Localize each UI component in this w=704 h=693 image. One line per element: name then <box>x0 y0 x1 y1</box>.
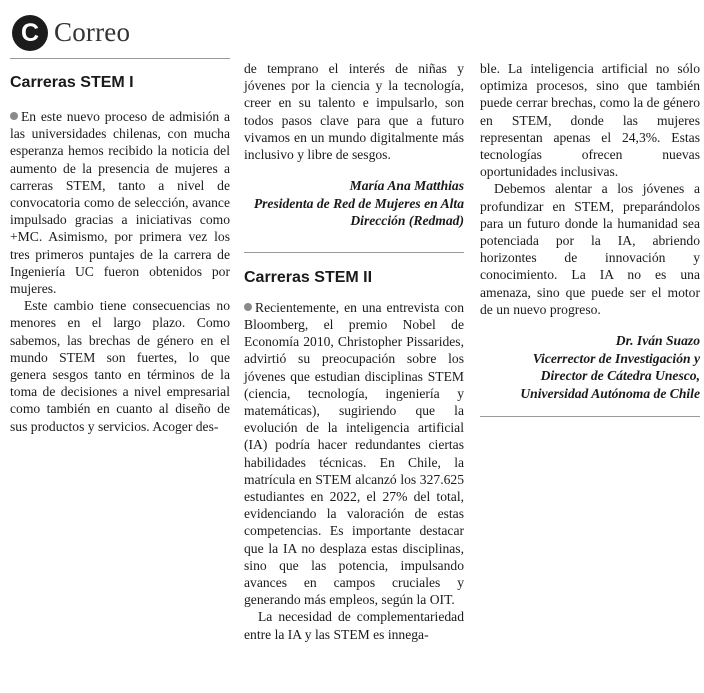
section-logo: C <box>12 15 48 51</box>
letter1-paragraph-3: de temprano el interés de niñas y jóvenes por la ciencia y la tecnología, creer en su talento e impulsarlo, son todos pasos clave para que a futuro vivamos en un mundo digitalmente más inclusivo y libre de sesgos. <box>244 61 464 163</box>
section-title: Correo <box>54 17 131 47</box>
signature-role: Director de Cátedra Unesco, <box>540 368 700 384</box>
signature-role: Presidenta de Red de Mujeres en Alta <box>253 195 464 211</box>
letter1-title: Carreras STEM I <box>10 74 134 91</box>
column-3 <box>480 60 700 417</box>
signature-name: Dr. Iván Suazo <box>615 333 700 349</box>
column-divider <box>10 58 230 59</box>
column-1 <box>10 74 230 435</box>
letter2-paragraph-2: La necesidad de complementariedad entre la IA y las STEM es innega- <box>244 609 464 642</box>
signature-role: Vicerrector de Investigación y <box>532 350 700 366</box>
signature-role: Universidad Autónoma de Chile <box>520 385 700 401</box>
letter1-signature <box>244 177 464 230</box>
signature-name: María Ana Matthias <box>349 178 464 194</box>
letter2-paragraph-3: ble. La inteligencia artificial no sólo optimiza procesos, sino que también puede cerrar brechas, como la de género en STEM, donde las mujeres representan apenas el 24,3%. Estas tecnologías ofrecen nuevas oportunidades inclusivas. <box>480 61 700 180</box>
column-2 <box>244 60 464 643</box>
letter2-title: Carreras STEM II <box>244 268 373 286</box>
column-divider <box>480 416 700 417</box>
letter1-paragraph-1: En este nuevo proceso de admisión a las universidades chilenas, con mucha esperanza hemos recibido la noticia del aumento de la presencia de mujeres a carreras STEM, tanto a nivel de convocatoria como de selección, avance impulsado gracias a iniciativas como +MC. Asimismo, por primera vez los tres primeros puntajes de la carrera de Ingeniería UC fueron obtenidos por mujeres. <box>10 109 230 297</box>
letter2-paragraph-1: Recientemente, en una entrevista con Bloomberg, el premio Nobel de Economía 2010, Christopher Pissarides, advirtió su preocupación sobre los jóvenes que estudian disciplinas STEM (ciencia, tecnología, ingeniería y matemáticas), sugiriendo que la evolución de la inteligencia artificial (IA) podría hacer redundantes ciertas habilidades técnicas. En Chile, la matrícula en STEM alcanzó los 327.625 estudiantes en 2022, el 27% del total, evidenciando la valoración de estas competencias. Es importante destacar que la IA no desplaza estas disciplinas, sino que las potencia, impulsando avances en campos cruciales y generando más empleos, según la OIT. <box>244 299 464 608</box>
letter2-signature <box>480 332 700 402</box>
bullet-icon <box>10 112 18 120</box>
signature-role: Dirección (Redmad) <box>350 213 464 229</box>
letter2-paragraph-4: Debemos alentar a los jóvenes a profundizar en STEM, preparándolos para un futuro donde la humanidad sea potenciada por la IA, abriendo horizontes de innovación y conocimiento. La IA no es una amenaza, sino que puede ser el motor de un nuevo progreso. <box>480 181 700 317</box>
bullet-icon <box>244 303 252 311</box>
letter-divider <box>244 252 464 253</box>
letter1-paragraph-2: Este cambio tiene consecuencias no menores en el largo plazo. Como sabemos, las brechas de género en el mundo STEM son fuertes, lo que genera sesgos tanto en términos de la toma de decisiones a nivel empresarial como también en cuanto al diseño de sus productos y servicios. Acoger des- <box>10 298 230 434</box>
